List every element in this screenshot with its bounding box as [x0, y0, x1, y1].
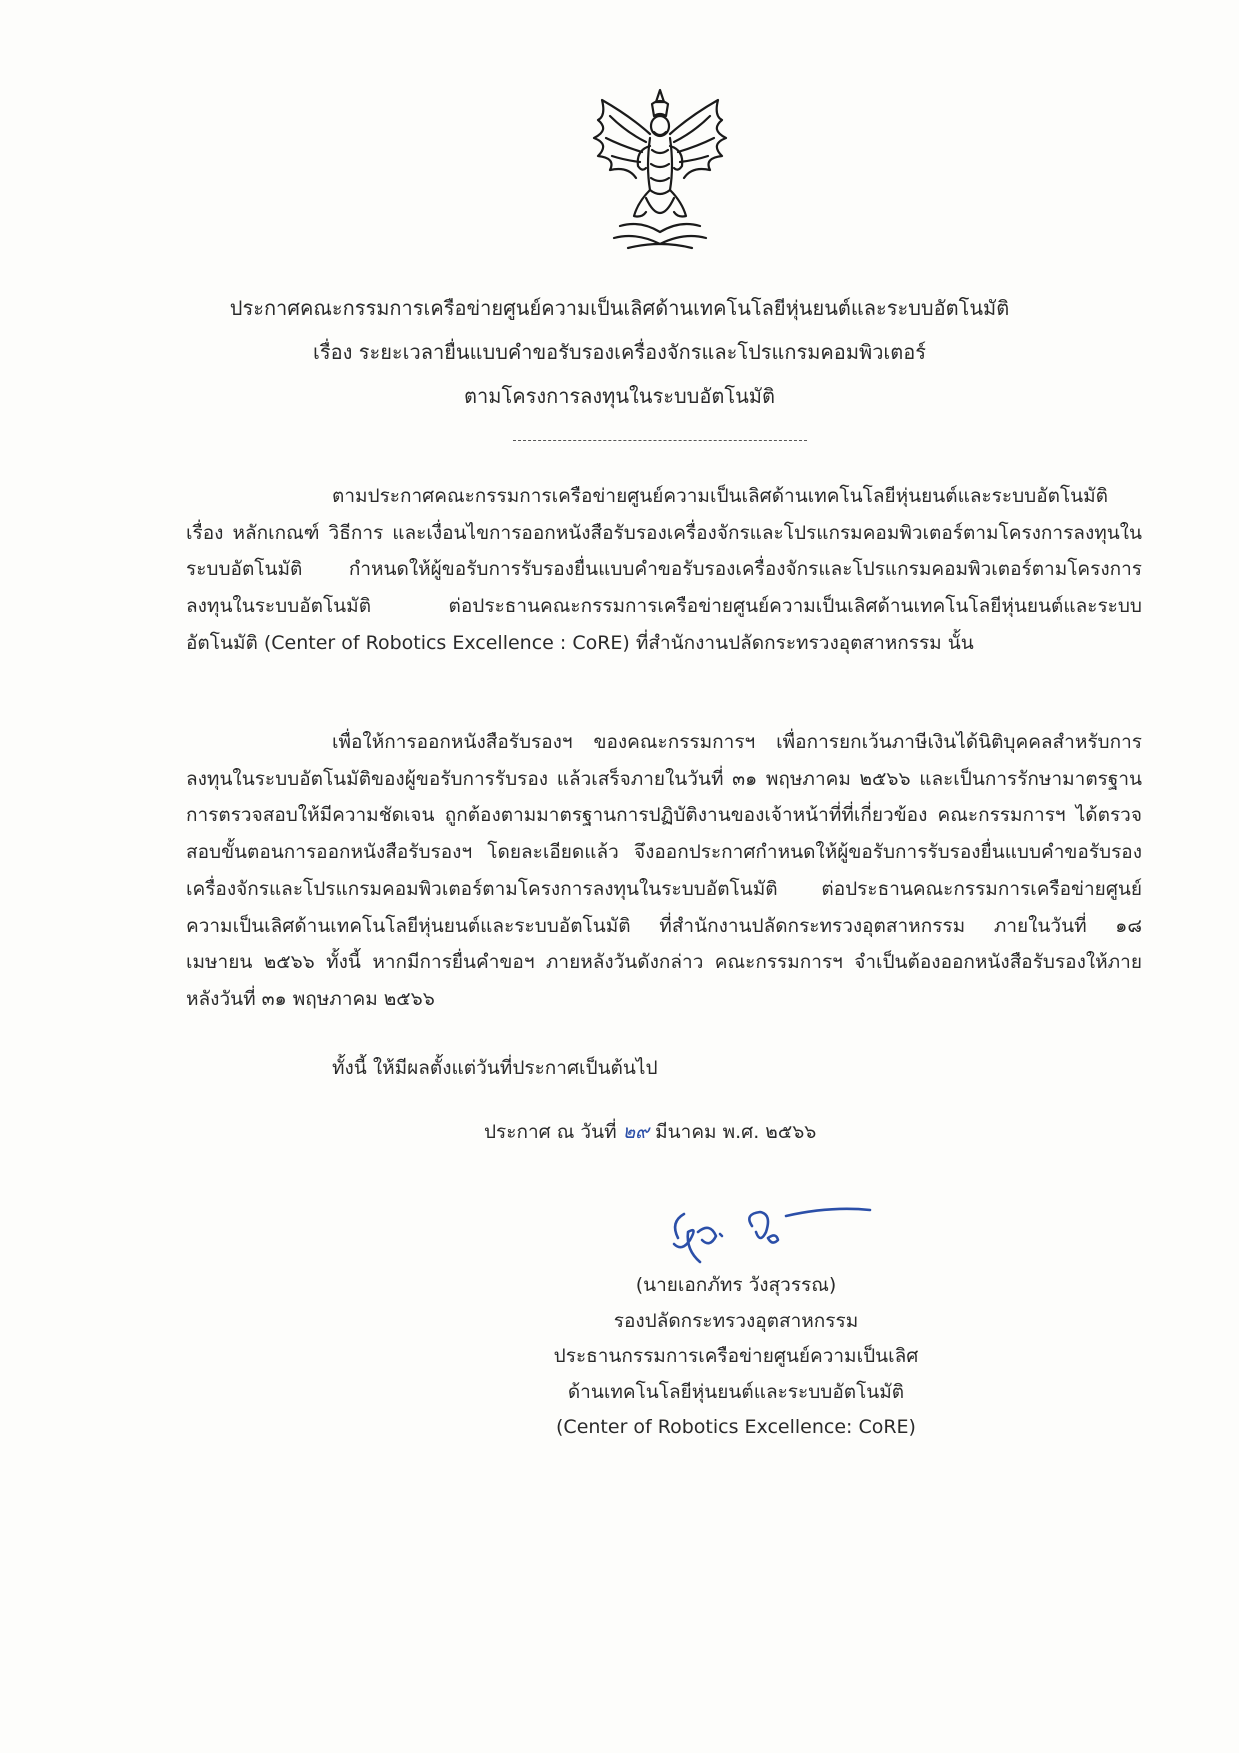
- garuda-emblem-icon: [580, 86, 740, 254]
- signer-position-1: รองปลัดกระทรวงอุตสาหกรรม: [613, 1309, 859, 1332]
- title-line-1: ประกาศคณะกรรมการเครือข่ายศูนย์ความเป็นเลิศด้านเทคโนโลยีหุ่นยนต์และระบบอัตโนมัติ: [229, 296, 1010, 320]
- signer-name: (นายเอกภัทร วังสุวรรณ): [635, 1274, 837, 1296]
- handwritten-signature: [660, 1192, 880, 1272]
- signer-block: [440, 1268, 1032, 1446]
- signer-position-3: ด้านเทคโนโลยีหุ่นยนต์และระบบอัตโนมัติ: [567, 1380, 905, 1403]
- signer-position-4: (Center of Robotics Excellence: CoRE): [556, 1416, 916, 1438]
- body-paragraph-2: เพื่อให้การออกหนังสือรับรองฯ ของคณะกรรมการฯ เพื่อการยกเว้นภาษีเงินได้นิติบุคคลสำหรับการลงทุนในระบบอัตโนมัติของผู้ขอรับการรับรอง แล้วเสร็จภายในวันที่ ๓๑ พฤษภาคม ๒๕๖๖ และเป็นการรักษามาตรฐานการตรวจสอบให้มีความชัดเจน ถูกต้องตามมาตรฐานการปฏิบัติงานของเจ้าหน้าที่ที่เกี่ยวข้อง คณะกรรมการฯ ได้ตรวจสอบขั้นตอนการออกหนังสือรับรองฯ โดยละเอียดแล้ว จึงออกประกาศกำหนดให้ผู้ขอรับการรับรองยื่นแบบคำขอรับรองเครื่องจักรและโปรแกรมคอมพิวเตอร์ตามโครงการลงทุนในระบบอัตโนมัติ ต่อประธานคณะกรรมการเครือข่ายศูนย์ความเป็นเลิศด้านเทคโนโลยีหุ่นยนต์และระบบอัตโนมัติ ที่สำนักงานปลัดกระทรวงอุตสาหกรรม ภายในวันที่ ๑๘ เมษายน ๒๕๖๖ ทั้งนี้ หากมีการยื่นคำขอฯ ภายหลังวันดังกล่าว คณะกรรมการฯ จำเป็นต้องออกหนังสือรับรองให้ภายหลังวันที่ ๓๑ พฤษภาคม ๒๕๖๖: [186, 731, 1142, 1010]
- announcement-date-prefix: ประกาศ ณ วันที่: [484, 1121, 617, 1143]
- title-line-3: ตามโครงการลงทุนในระบบอัตโนมัติ: [464, 384, 775, 408]
- title-line-2: เรื่อง ระยะเวลายื่นแบบคำขอรับรองเครื่องจักรและโปรแกรมคอมพิวเตอร์: [313, 340, 926, 364]
- announcement-title: [0, 286, 1239, 418]
- body-paragraph-3: ทั้งนี้ ให้มีผลตั้งแต่วันที่ประกาศเป็นต้นไป: [332, 1057, 658, 1079]
- title-separator: [513, 440, 807, 441]
- signer-position-2: ประธานกรรมการเครือข่ายศูนย์ความเป็นเลิศ: [553, 1345, 919, 1367]
- announcement-day: ๒๙: [622, 1121, 650, 1143]
- announcement-date: [484, 1117, 816, 1147]
- body-paragraph-1: ตามประกาศคณะกรรมการเครือข่ายศูนย์ความเป็นเลิศด้านเทคโนโลยีหุ่นยนต์และระบบอัตโนมัติ เรื่อง หลักเกณฑ์ วิธีการ และเงื่อนไขการออกหนังสือรับรองเครื่องจักรและโปรแกรมคอมพิวเตอร์ตามโครงการลงทุนในระบบอัตโนมัติ กำหนดให้ผู้ขอรับการรับรองยื่นแบบคำขอรับรองเครื่องจักรและโปรแกรมคอมพิวเตอร์ตามโครงการลงทุนในระบบอัตโนมัติ ต่อประธานคณะกรรมการเครือข่ายศูนย์ความเป็นเลิศด้านเทคโนโลยีหุ่นยนต์และระบบอัตโนมัติ (Center of Robotics Excellence : CoRE) ที่สำนักงานปลัดกระทรวงอุตสาหกรรม นั้น: [186, 485, 1142, 654]
- announcement-month-year: มีนาคม พ.ศ. ๒๕๖๖: [655, 1121, 817, 1143]
